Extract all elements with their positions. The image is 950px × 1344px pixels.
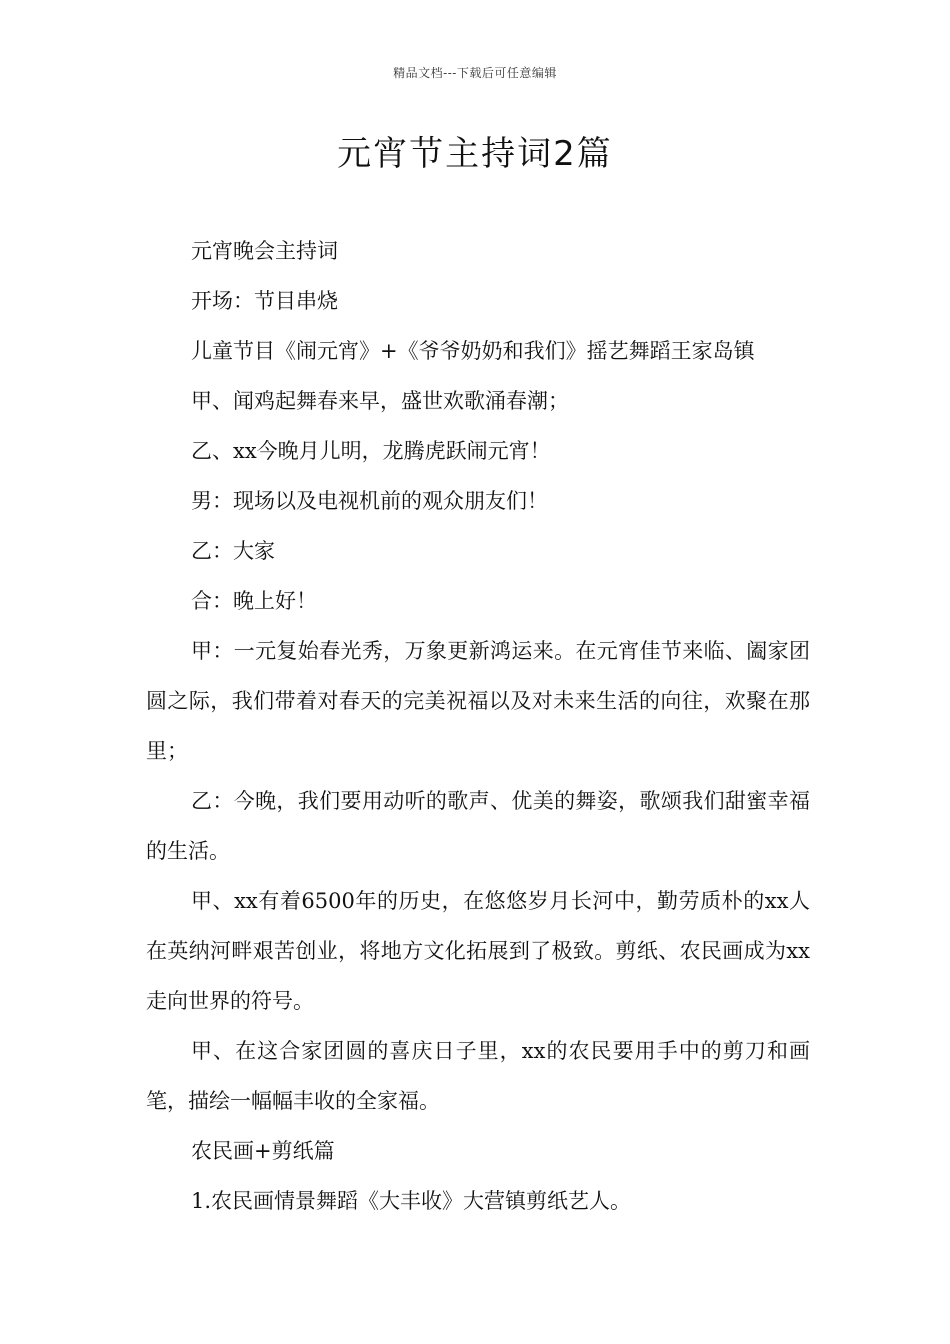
paragraph: 甲、xx有着6500年的历史，在悠悠岁月长河中，勤劳质朴的xx人在英纳河畔艰苦创业，将地方文化拓展到了极致。剪纸、农民画成为xx走向世界的符号。 (146, 889, 810, 1013)
paragraph: 合：晚上好！ (191, 589, 317, 613)
paragraph: 儿童节目《闹元宵》+《爷爷奶奶和我们》摇艺舞蹈王家岛镇 (191, 339, 755, 363)
paragraph: 开场：节目串烧 (191, 289, 338, 313)
header-note: 精品文档---下载后可任意编辑 (393, 66, 557, 80)
paragraph: 男：现场以及电视机前的观众朋友们！ (191, 489, 548, 513)
paragraph: 乙：大家 (191, 539, 275, 563)
paragraph: 甲、闻鸡起舞春来早，盛世欢歌涌春潮； (191, 389, 569, 413)
paragraph: 乙：今晚，我们要用动听的歌声、优美的舞姿，歌颂我们甜蜜幸福的生活。 (146, 789, 810, 863)
paragraph: 农民画+剪纸篇 (191, 1139, 335, 1163)
paragraph: 1.农民画情景舞蹈《大丰收》大营镇剪纸艺人。 (191, 1189, 632, 1213)
document-title: 元宵节主持词2篇 (337, 134, 613, 174)
document-body (146, 226, 810, 1226)
paragraph: 甲、在这合家团圆的喜庆日子里，xx的农民要用手中的剪刀和画笔，描绘一幅幅丰收的全家福。 (146, 1039, 810, 1113)
paragraph: 乙、xx今晚月儿明，龙腾虎跃闹元宵！ (191, 439, 551, 463)
paragraph: 元宵晚会主持词 (191, 239, 338, 263)
paragraph: 甲：一元复始春光秀，万象更新鸿运来。在元宵佳节来临、阖家团圆之际，我们带着对春天的完美祝福以及对未来生活的向往，欢聚在那里； (146, 639, 810, 763)
